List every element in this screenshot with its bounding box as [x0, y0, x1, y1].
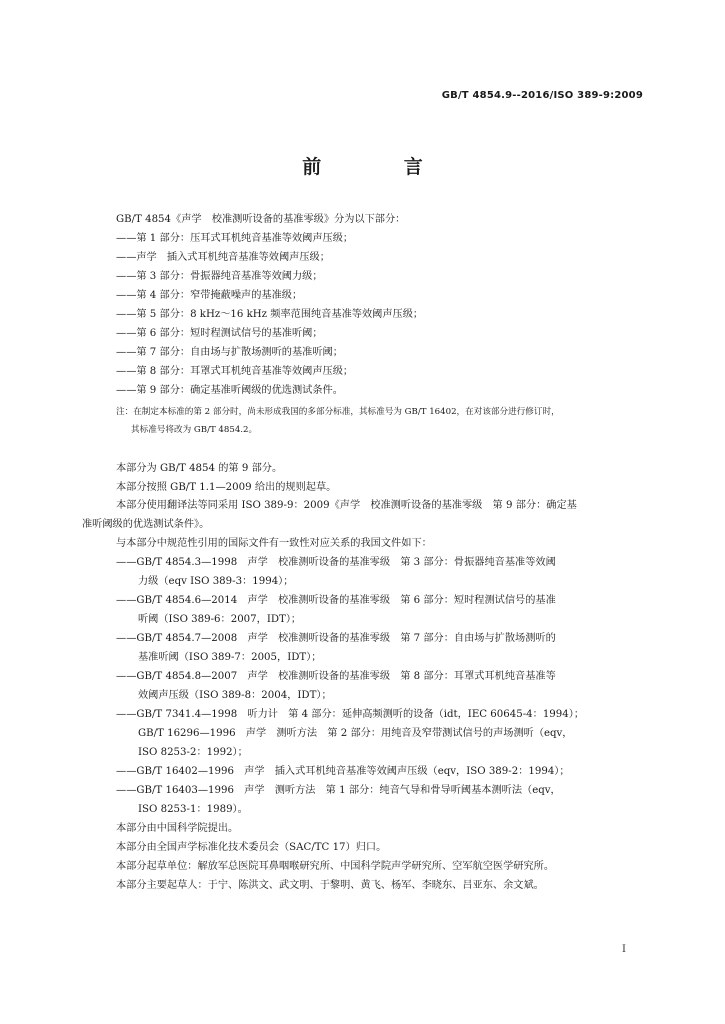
- paragraph: 本部分主要起草人：于宁、陈洪文、武文明、于黎明、黄飞、杨军、李晓东、吕亚东、余文斌。: [116, 880, 544, 891]
- standard-number-header: GB/T 4854.9--2016/ISO 389-9:2009: [441, 90, 643, 101]
- part-list-item: ——第 3 部分：骨振器纯音基准等效阈力级；: [116, 271, 323, 282]
- reference-item: GB/T 16296—1996 声学 测听方法 第 2 部分：用纯音及窄带测试信号的声场测听（eqv，: [138, 728, 573, 739]
- paragraph: 本部分由中国科学院提出。: [116, 823, 239, 834]
- paragraph: 本部分使用翻译法等同采用 ISO 389-9：2009《声学 校准测听设备的基准零级 第 9 部分：确定基: [116, 500, 577, 511]
- page-number: I: [622, 944, 626, 955]
- part-list-item: ——第 1 部分：压耳式耳机纯音基准等效阈声压级；: [116, 233, 354, 244]
- reference-item: ——GB/T 4854.8—2007 声学 校准测听设备的基准零级 第 8 部分：耳罩式耳机纯音基准等: [116, 671, 556, 682]
- part-list-item: ——第 9 部分：确定基准听阈级的优选测试条件。: [116, 385, 343, 396]
- paragraph: 与本部分中规范性引用的国际文件有一致性对应关系的我国文件如下：: [116, 538, 432, 549]
- paragraph: 本部分由全国声学标准化技术委员会（SAC/TC 17）归口。: [116, 842, 387, 853]
- reference-item: ——GB/T 16402—1996 声学 插入式耳机纯音基准等效阈声压级（eqv，ISO 389-2：1994）；: [116, 766, 570, 777]
- reference-item: 力级（eqv ISO 389-3：1994）；: [138, 576, 294, 587]
- page-title: 前 言: [302, 156, 461, 178]
- reference-item: 基准听阈（ISO 389-7：2005，IDT）；: [138, 652, 322, 663]
- note-line: 注：在制定本标准的第 2 部分时，尚未形成我国的多部分标准，其标准号为 GB/T 16402，在对该部分进行修订时，: [116, 407, 560, 417]
- reference-item: ISO 8253-2：1992）；: [138, 747, 248, 758]
- part-list-item: ——第 7 部分：自由场与扩散场测听的基准听阈；: [116, 347, 343, 358]
- paragraph: 本部分起草单位：解放军总医院耳鼻咽喉研究所、中国科学院声学研究所、空军航空医学研究所。: [116, 861, 555, 872]
- parts-intro: GB/T 4854《声学 校准测听设备的基准零级》分为以下部分：: [116, 214, 406, 225]
- part-list-item: ——第 8 部分：耳罩式耳机纯音基准等效阈声压级；: [116, 366, 354, 377]
- part-list-item: ——第 5 部分：8 kHz～16 kHz 频率范围纯音基准等效阈声压级；: [116, 309, 424, 320]
- paragraph: 准听阈级的优选测试条件》。: [82, 519, 210, 530]
- part-list-item: ——第 6 部分：短时程测试信号的基准听阈；: [116, 328, 323, 339]
- reference-item: ——GB/T 16403—1996 声学 测听方法 第 1 部分：纯音气导和骨导听阈基本测听法（eqv，: [116, 785, 561, 796]
- reference-item: ISO 8253-1：1989）。: [138, 804, 248, 815]
- reference-item: ——GB/T 4854.7—2008 声学 校准测听设备的基准零级 第 7 部分：自由场与扩散场测听的: [116, 633, 556, 644]
- part-list-item: ——第 4 部分：窄带掩蔽噪声的基准级；: [116, 290, 303, 301]
- paragraph: 本部分按照 GB/T 1.1—2009 给出的规则起草。: [116, 482, 337, 493]
- reference-item: ——GB/T 4854.6—2014 声学 校准测听设备的基准零级 第 6 部分：短时程测试信号的基准: [116, 595, 556, 606]
- reference-item: ——GB/T 4854.3—1998 声学 校准测听设备的基准零级 第 3 部分：骨振器纯音基准等效阈: [116, 557, 556, 568]
- part-list-item: ——声学 插入式耳机纯音基准等效阈声压级；: [116, 252, 330, 263]
- note-line: 其标准号将改为 GB/T 4854.2。: [131, 425, 258, 435]
- reference-item: 听阈（ISO 389-6：2007，IDT）；: [138, 614, 302, 625]
- paragraph: 本部分为 GB/T 4854 的第 9 部分。: [116, 463, 283, 474]
- reference-item: ——GB/T 7341.4—1998 听力计 第 4 部分：延伸高频测听的设备（idt，IEC 60645-4：1994）；: [116, 709, 585, 720]
- reference-item: 效阈声压级（ISO 389-8：2004，IDT）；: [138, 690, 332, 701]
